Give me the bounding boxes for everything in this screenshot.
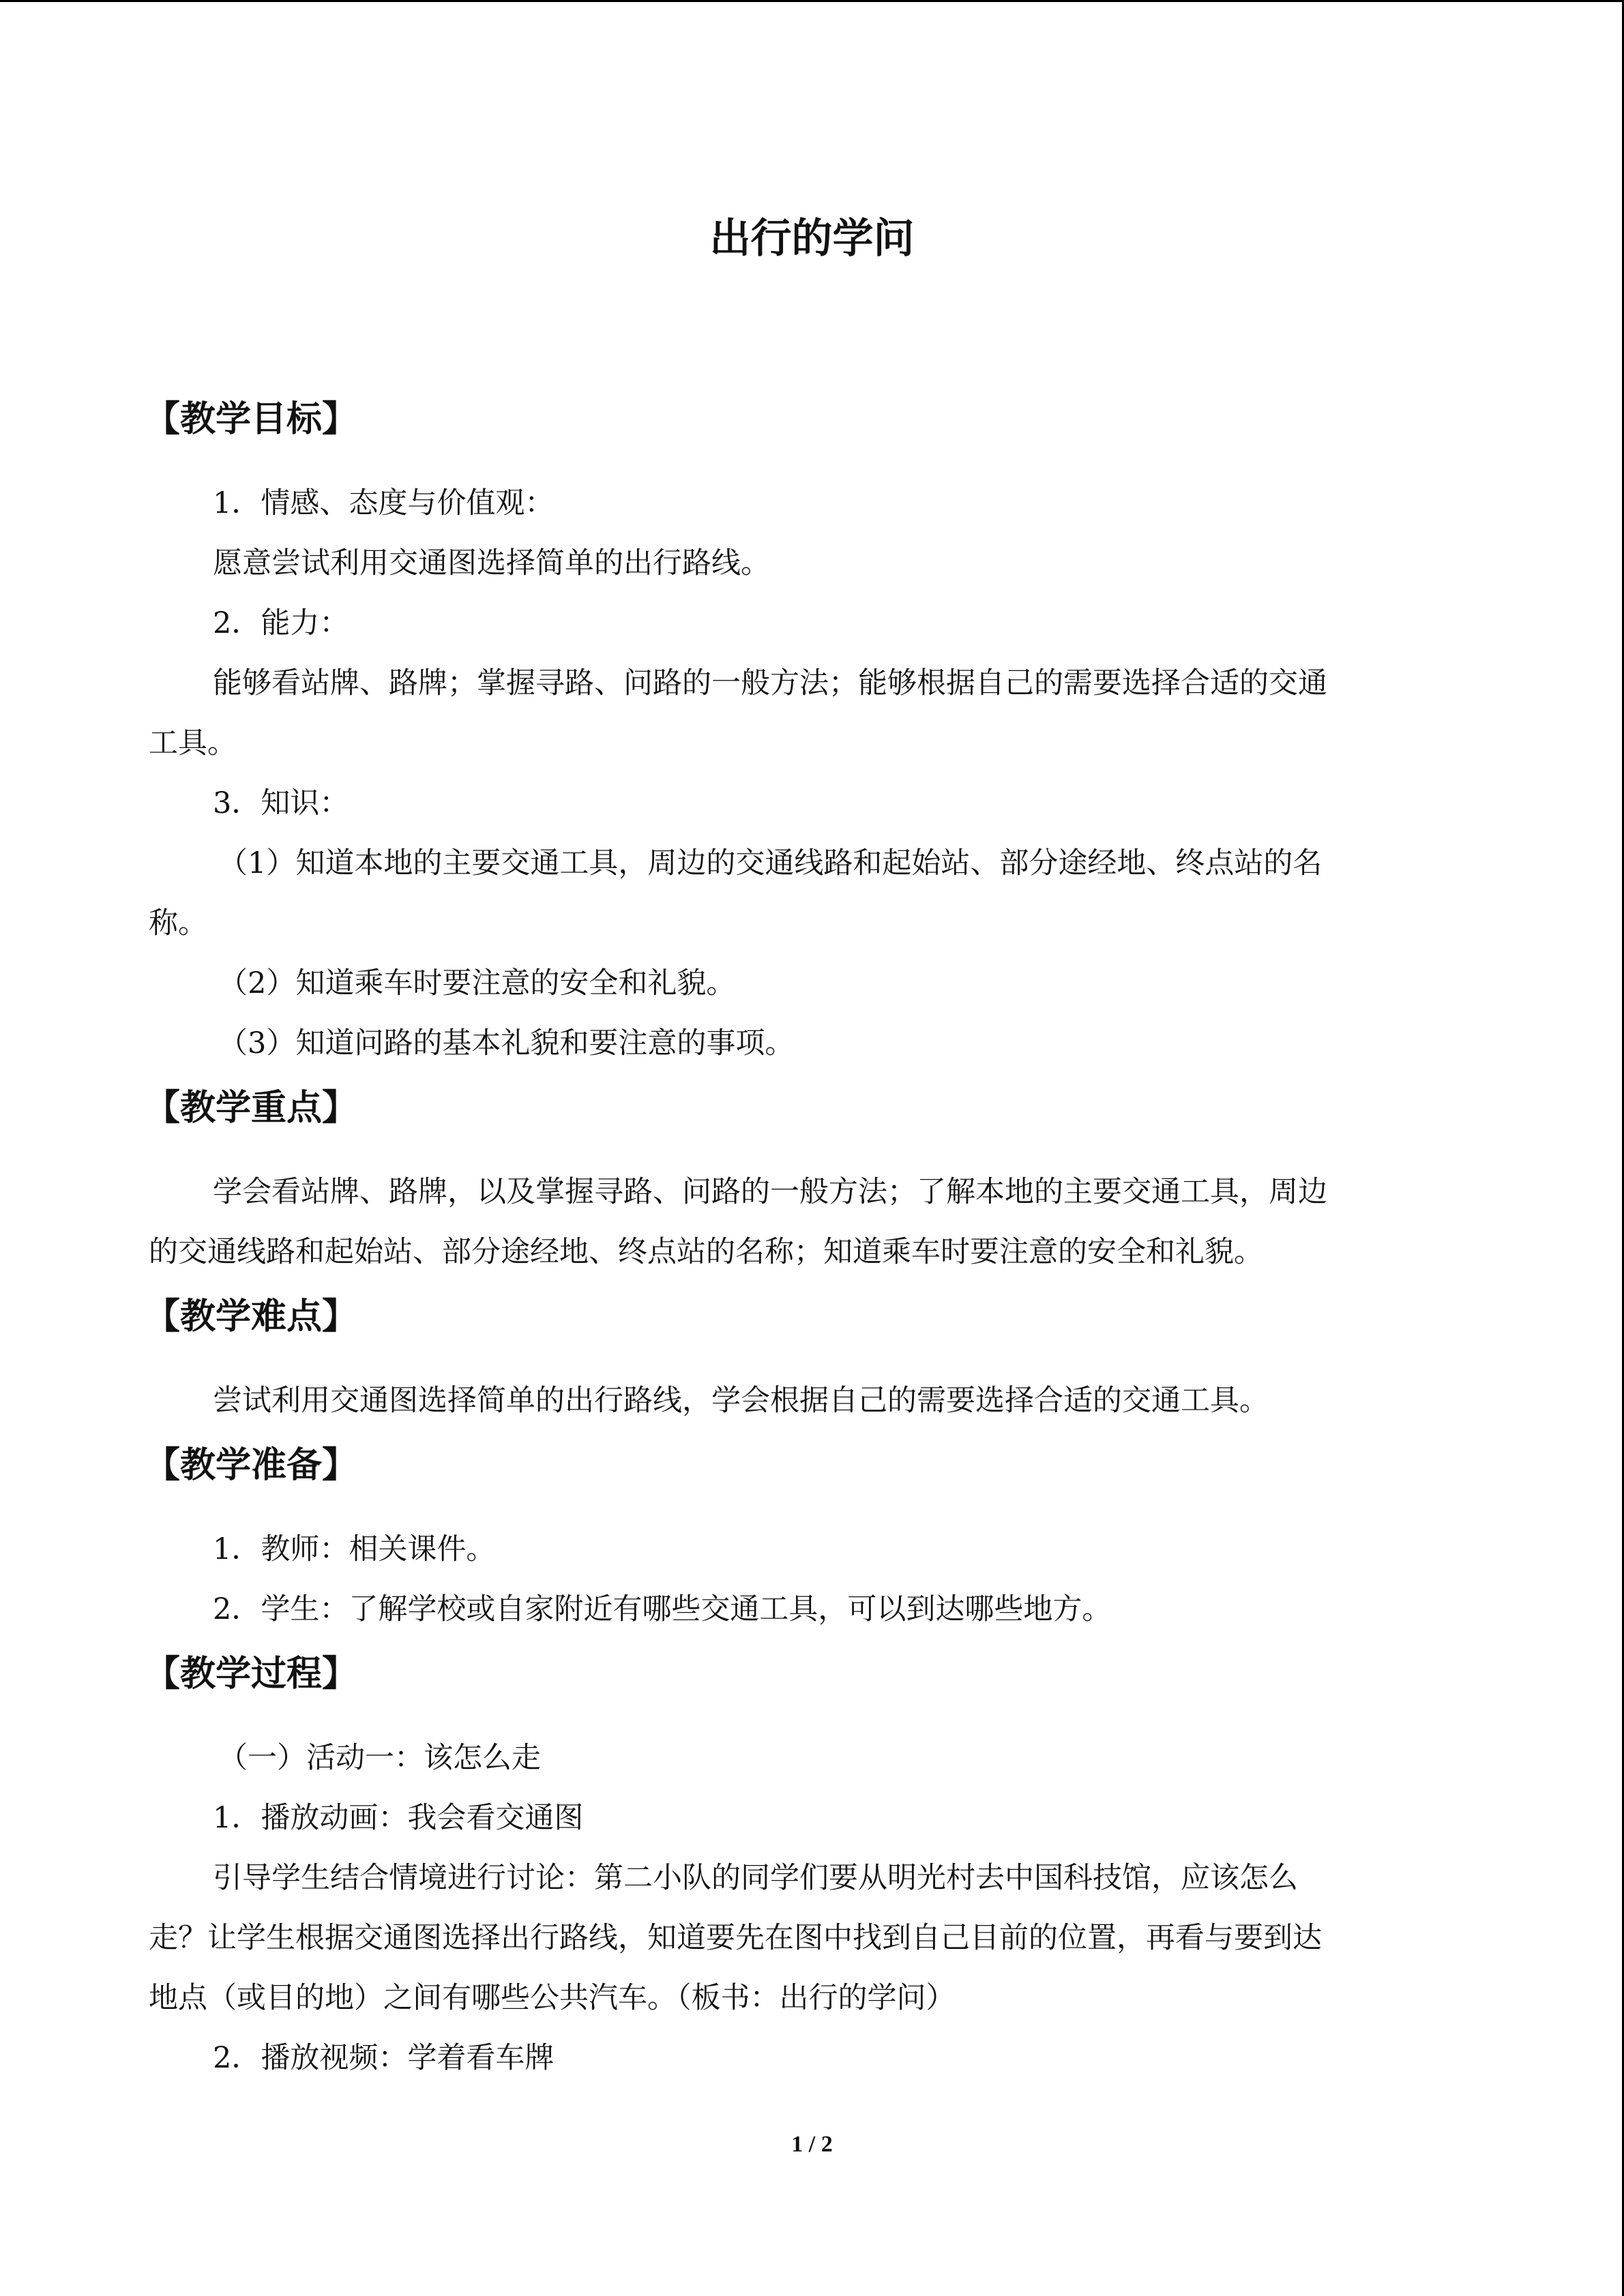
goals-line-4: 能够看站牌、路牌；掌握寻路、问路的一般方法；能够根据自己的需要选择合适的交通 [213,666,1327,700]
difficulties-line-1: 尝试利用交通图选择简单的出行路线，学会根据自己的需要选择合适的交通工具。 [213,1384,1269,1418]
goals-line-8: 称。 [149,906,207,940]
section-heading-difficulties: 【教学难点】 [145,1296,358,1337]
page-number: 1 / 2 [791,2132,833,2157]
goals-line-3: 2．能力： [213,606,349,640]
preparation-line-1: 1．教师：相关课件。 [213,1532,496,1566]
top-border [0,0,1624,2]
process-line-2: 1．播放动画：我会看交通图 [213,1801,584,1835]
section-heading-goals: 【教学目标】 [145,399,358,440]
goals-line-10: （3）知道问路的基本礼貌和要注意的事项。 [218,1026,795,1060]
goals-line-6: 3．知识： [213,786,349,820]
section-heading-key-points: 【教学重点】 [145,1088,358,1129]
key-points-line-2: 的交通线路和起始站、部分途经地、终点站的名称；知道乘车时要注意的安全和礼貌。 [149,1235,1263,1269]
process-line-3: 引导学生结合情境进行讨论：第二小队的同学们要从明光村去中国科技馆，应该怎么 [213,1861,1298,1895]
process-line-4: 走？让学生根据交通图选择出行路线，知道要先在图中找到自己目前的位置，再看与要到达 [149,1921,1322,1955]
preparation-line-2: 2．学生：了解学校或自家附近有哪些交通工具，可以到达哪些地方。 [213,1592,1112,1626]
process-line-6: 2．播放视频：学着看车牌 [213,2041,555,2075]
section-heading-process: 【教学过程】 [145,1654,358,1695]
process-line-1: （一）活动一：该怎么走 [218,1741,541,1775]
section-heading-preparation: 【教学准备】 [145,1445,358,1486]
goals-line-9: （2）知道乘车时要注意的安全和礼貌。 [218,966,736,1000]
key-points-line-1: 学会看站牌、路牌，以及掌握寻路、问路的一般方法；了解本地的主要交通工具，周边 [213,1175,1327,1209]
goals-line-5: 工具。 [149,726,237,760]
process-line-5: 地点（或目的地）之间有哪些公共汽车。（板书：出行的学问） [149,1981,956,2015]
goals-line-2: 愿意尝试利用交通图选择简单的出行路线。 [213,546,770,580]
page-title: 出行的学问 [709,215,915,263]
goals-line-7: （1）知道本地的主要交通工具，周边的交通线路和起始站、部分途经地、终点站的名 [218,846,1323,880]
goals-line-1: 1．情感、态度与价值观： [213,486,555,520]
